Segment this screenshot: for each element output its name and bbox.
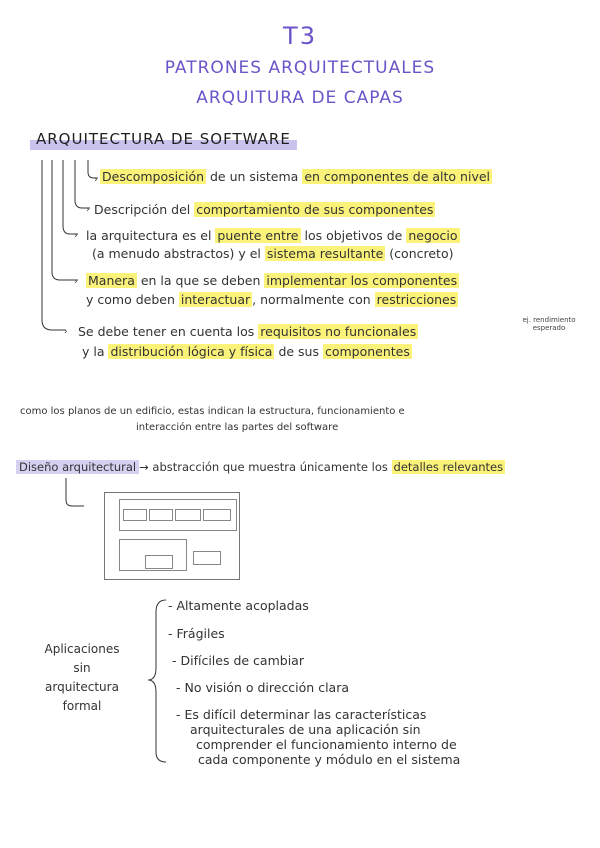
- hl-relevant-details: detalles relevantes: [393, 460, 504, 474]
- apps-label: [36, 640, 128, 716]
- text-span: , normalmente con: [252, 292, 375, 307]
- text-span: y la: [82, 344, 109, 359]
- hl-implement: implementar los componentes: [266, 273, 458, 288]
- item-manner: [86, 273, 459, 288]
- text-span: de sus: [274, 344, 323, 359]
- hl-behavior: comportamiento de sus componentes: [196, 202, 434, 217]
- text-span: de un sistema: [206, 169, 303, 184]
- list-item: - Es difícil determinar las características: [176, 707, 427, 722]
- hl-restrictions: restricciones: [376, 292, 457, 307]
- note-performance: ej. rendimiento esperado: [522, 316, 576, 332]
- item-manner-line2: [86, 292, 458, 307]
- item-description: [94, 202, 435, 217]
- diagram-box: [193, 551, 221, 565]
- text-span: (a menudo abstractos) y el: [92, 246, 265, 261]
- item-bridge: [86, 228, 460, 243]
- item-bridge-line2: [92, 246, 453, 261]
- text-span: la arquitectura es el: [86, 228, 216, 243]
- list-item: - Altamente acopladas: [168, 598, 309, 613]
- diagram-box: [203, 509, 231, 521]
- text-span: los objetivos de: [300, 228, 407, 243]
- item-decomposition: [100, 169, 492, 184]
- page-subtitle-1: PATRONES ARQUITECTUALES: [164, 58, 436, 78]
- svg-text:›: ›: [74, 277, 78, 287]
- hl-interact: interactuar: [180, 292, 251, 307]
- apps-label-line: arquitectura: [45, 680, 119, 694]
- text-span: y como deben: [86, 292, 179, 307]
- list-item-cont: cada componente y módulo en el sistema: [198, 752, 461, 767]
- hl-distribution: distribución lógica y física: [110, 344, 273, 359]
- architecture-diagram: [104, 492, 240, 580]
- page-title: T3: [283, 22, 317, 50]
- text-span: Descripción del: [94, 202, 195, 217]
- svg-text:›: ›: [86, 205, 90, 215]
- list-item: - Difíciles de cambiar: [172, 653, 304, 668]
- item-requirements-line2: [82, 344, 412, 359]
- diagram-box: [149, 509, 173, 521]
- list-item: - Frágiles: [168, 626, 225, 641]
- diagram-box: [145, 555, 173, 569]
- diagram-box: [175, 509, 201, 521]
- apps-label-line: sin: [73, 661, 91, 675]
- hl-business: negocio: [408, 228, 458, 243]
- diagram-box: [123, 509, 147, 521]
- item-requirements: [78, 324, 418, 339]
- text-span: (concreto): [385, 246, 454, 261]
- hl-bridge: puente entre: [217, 228, 299, 243]
- text-span: en la que se deben: [136, 273, 265, 288]
- list-item-cont: comprender el funcionamiento interno de: [196, 737, 457, 752]
- hl-components-high-level: en componentes de alto nivel: [304, 169, 490, 184]
- hl-resulting-system: sistema resultante: [266, 246, 384, 261]
- apps-label-line: formal: [62, 699, 102, 713]
- apps-label-line: Aplicaciones: [44, 642, 120, 656]
- list-item-cont: arquitecturales de una aplicación sin: [190, 722, 421, 737]
- design-term: Diseño arquitectural: [16, 460, 139, 474]
- svg-text:›: ›: [64, 327, 68, 337]
- list-item: - No visión o dirección clara: [176, 680, 350, 695]
- analogy-line-1: como los planos de un edificio, estas indican la estructura, funcionamiento e: [20, 406, 405, 417]
- svg-text:›: ›: [94, 175, 98, 185]
- hl-nonfunctional: requisitos no funcionales: [260, 324, 417, 339]
- text-span: Se debe tener en cuenta los: [78, 324, 259, 339]
- page-subtitle-2: ARQUITURA DE CAPAS: [196, 88, 404, 108]
- section-title: ARQUITECTURA DE SOFTWARE: [30, 128, 297, 150]
- svg-text:›: ›: [74, 231, 78, 241]
- hl-decomposition: Descomposición: [102, 169, 205, 184]
- hl-components: componentes: [324, 344, 410, 359]
- hl-manner: Manera: [88, 273, 135, 288]
- analogy-line-2: interacción entre las partes del software: [136, 422, 339, 433]
- design-definition: [16, 459, 505, 474]
- text-span: → abstracción que muestra únicamente los: [139, 460, 392, 474]
